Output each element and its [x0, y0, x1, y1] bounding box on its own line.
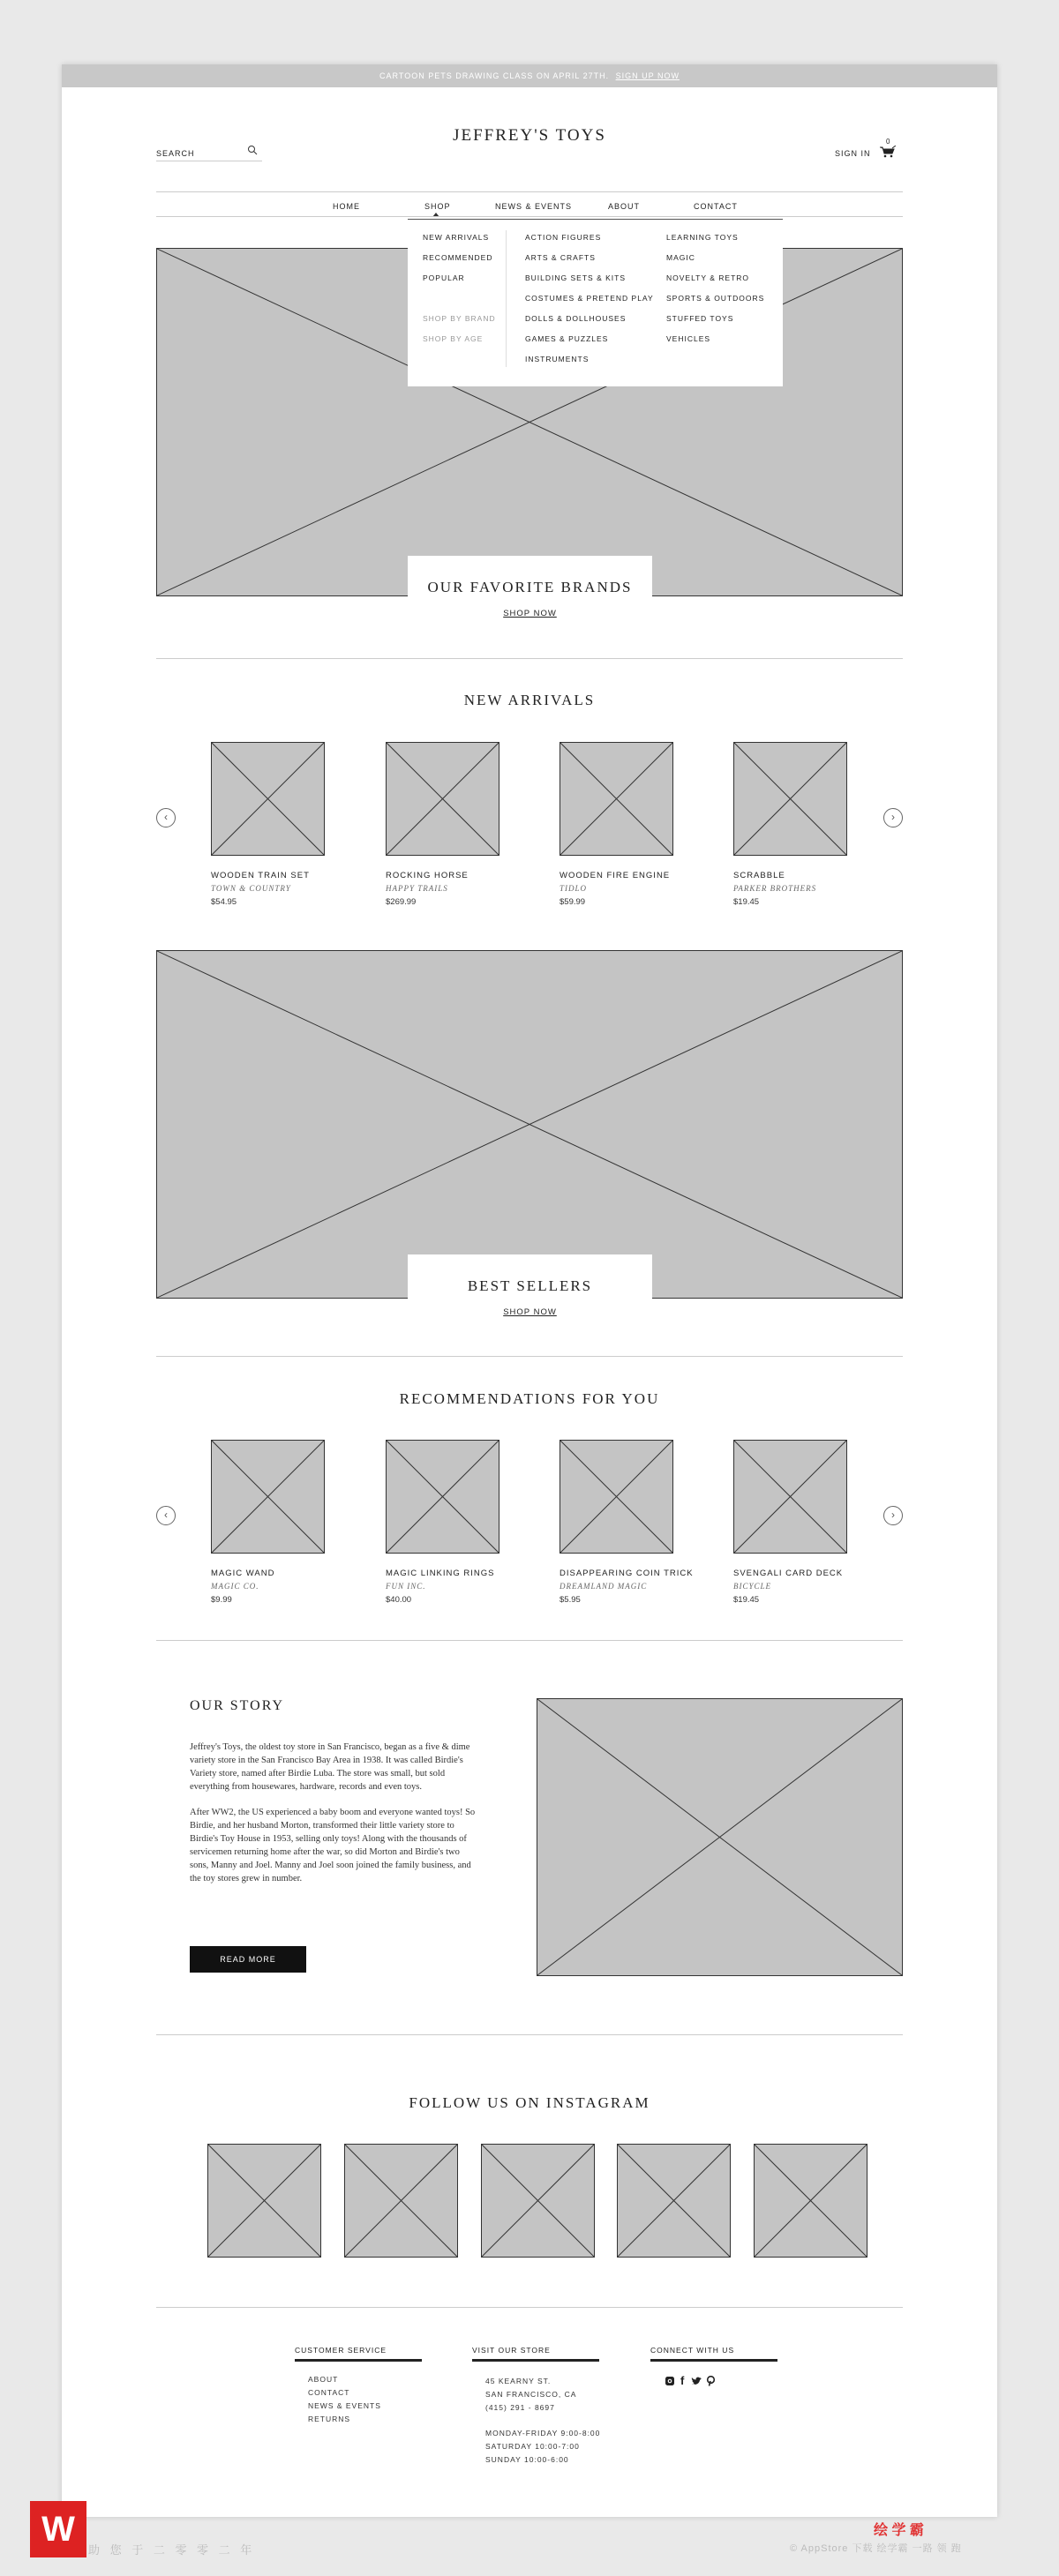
instagram-photo[interactable]	[207, 2144, 321, 2258]
dropdown-item[interactable]: COSTUMES & PRETEND PLAY	[525, 294, 654, 303]
promo-signup-link[interactable]: SIGN UP NOW	[615, 71, 680, 80]
instagram-photo[interactable]	[481, 2144, 595, 2258]
dropdown-item[interactable]: SPORTS & OUTDOORS	[666, 294, 765, 303]
divider	[156, 658, 903, 659]
footer-link-returns[interactable]: RETURNS	[308, 2415, 351, 2423]
divider	[156, 1640, 903, 1641]
dropdown-item-shop-by-age[interactable]: SHOP BY AGE	[423, 334, 484, 343]
cart-count: 0	[886, 138, 891, 146]
dropdown-item[interactable]: NEW ARRIVALS	[423, 233, 490, 242]
hero-shop-now-link[interactable]: SHOP NOW	[503, 609, 557, 618]
dropdown-item[interactable]: VEHICLES	[666, 334, 711, 343]
nav-home[interactable]: HOME	[333, 202, 360, 211]
watermark-brand: 绘 学 霸	[874, 2523, 924, 2538]
dropdown-item[interactable]: DOLLS & DOLLHOUSES	[525, 314, 627, 323]
dropdown-item[interactable]: INSTRUMENTS	[525, 355, 590, 363]
divider	[156, 191, 903, 192]
carousel-next-button[interactable]: ›	[883, 808, 903, 827]
dropdown-item[interactable]: STUFFED TOYS	[666, 314, 734, 323]
product-image[interactable]	[211, 1440, 325, 1554]
recommendations-title: RECOMMENDATIONS FOR YOU	[399, 1390, 660, 1407]
sign-in-link[interactable]: SIGN IN	[835, 149, 871, 158]
product-price: $9.99	[211, 1595, 232, 1605]
footer-customer-service-heading: CUSTOMER SERVICE	[295, 2346, 422, 2362]
product-name[interactable]: MAGIC WAND	[211, 1569, 275, 1578]
facebook-icon[interactable]: f	[680, 2374, 685, 2387]
instagram-photo[interactable]	[344, 2144, 458, 2258]
dropdown-item[interactable]: ARTS & CRAFTS	[525, 253, 596, 262]
store-hours-line: SATURDAY 10:00-7:00	[485, 2442, 580, 2451]
best-sellers-shop-now-link[interactable]: SHOP NOW	[503, 1307, 557, 1317]
search-input[interactable]	[156, 149, 262, 161]
cart-icon[interactable]	[879, 146, 897, 162]
nav-about[interactable]: ABOUT	[608, 202, 641, 211]
hero-caption	[408, 556, 652, 607]
best-sellers-title: BEST SELLERS	[467, 1277, 593, 1294]
dropdown-item[interactable]: BUILDING SETS & KITS	[525, 273, 626, 282]
footer-link-contact[interactable]: CONTACT	[308, 2388, 350, 2397]
product-brand: DREAMLAND MAGIC	[560, 1582, 648, 1591]
product-name[interactable]: MAGIC LINKING RINGS	[386, 1569, 495, 1578]
watermark-text: 助 您 于 二 零 零 二 年	[88, 2543, 256, 2557]
product-price: $40.00	[386, 1595, 412, 1605]
product-price: $19.45	[733, 1595, 760, 1605]
watermark-appstore-text: © AppStore 下载 绘学霸 一路 领 跑	[790, 2543, 962, 2554]
store-phone[interactable]: (415) 291 - 8697	[485, 2403, 555, 2412]
dropdown-item[interactable]: POPULAR	[423, 273, 465, 282]
page	[62, 64, 997, 2517]
story-paragraph: After WW2, the US experienced a baby boom and everyone wanted toys! So Birdie, and her husband Morton, transformed their little variety store to Birdie's Toy House in 1953, selling only toys! Along with the thousands of servicemen returning home after the war, so did Morton and Birdie's two sons, Manny and Joel. Manny and Joel soon joined the family business, and the toy stores grew in number.	[190, 1808, 476, 1883]
hero-title: OUR FAVORITE BRANDS	[427, 579, 633, 595]
product-brand: BICYCLE	[733, 1582, 772, 1591]
product-image[interactable]	[733, 1440, 847, 1554]
carousel-prev-button[interactable]: ‹	[156, 808, 176, 827]
footer-connect-heading: CONNECT WITH US	[650, 2346, 777, 2362]
instagram-title: FOLLOW US ON INSTAGRAM	[409, 2094, 650, 2111]
nav-contact[interactable]: CONTACT	[694, 202, 738, 211]
product-image[interactable]	[733, 742, 847, 856]
product-name[interactable]: SVENGALI CARD DECK	[733, 1569, 844, 1578]
divider	[156, 2307, 903, 2308]
footer-visit-store-heading: VISIT OUR STORE	[472, 2346, 599, 2362]
promo-bar	[62, 64, 997, 87]
dropdown-item[interactable]: GAMES & PUZZLES	[525, 334, 609, 343]
product-brand: FUN INC.	[386, 1582, 426, 1591]
dropdown-item[interactable]: NOVELTY & RETRO	[666, 273, 750, 282]
story-text	[190, 1741, 477, 1898]
product-image[interactable]	[211, 742, 325, 856]
store-hours-line: MONDAY-FRIDAY 9:00-8:00	[485, 2429, 601, 2437]
footer-link-news-events[interactable]: NEWS & EVENTS	[308, 2401, 381, 2410]
footer-link-about[interactable]: ABOUT	[308, 2375, 339, 2384]
dropdown-divider	[506, 230, 507, 367]
product-name[interactable]: DISAPPEARING COIN TRICK	[560, 1569, 694, 1578]
read-more-button[interactable]: READ MORE	[190, 1946, 306, 1973]
site-logo[interactable]: JEFFREY'S TOYS	[453, 126, 606, 145]
dropdown-item[interactable]: ACTION FIGURES	[525, 233, 602, 242]
dropdown-item[interactable]: MAGIC	[666, 253, 695, 262]
product-name[interactable]: WOODEN FIRE ENGINE	[560, 871, 671, 880]
watermark-logo: W	[30, 2501, 86, 2557]
product-name[interactable]: SCRABBLE	[733, 871, 785, 880]
store-address-line: SAN FRANCISCO, CA	[485, 2390, 577, 2399]
product-brand: HAPPY TRAILS	[386, 884, 448, 893]
product-brand: TIDLO	[560, 884, 588, 893]
nav-news-events[interactable]: NEWS & EVENTS	[495, 202, 573, 211]
product-image[interactable]	[560, 742, 673, 856]
search-icon[interactable]	[247, 144, 258, 160]
product-brand: MAGIC CO.	[211, 1582, 259, 1591]
store-address-line: 45 KEARNY ST.	[485, 2377, 552, 2385]
best-sellers-image	[156, 950, 903, 1299]
dropdown-item[interactable]: RECOMMENDED	[423, 253, 493, 262]
product-price: $19.45	[733, 897, 760, 907]
product-image[interactable]	[386, 1440, 499, 1554]
product-brand: PARKER BROTHERS	[733, 884, 817, 893]
product-image[interactable]	[560, 1440, 673, 1554]
product-price: $54.95	[211, 897, 237, 907]
pinterest-icon[interactable]	[706, 2375, 716, 2391]
twitter-icon[interactable]	[691, 2375, 702, 2391]
carousel-next-button[interactable]: ›	[883, 1506, 903, 1525]
divider	[156, 216, 903, 217]
dropdown-item-shop-by-brand[interactable]: SHOP BY BRAND	[423, 314, 496, 323]
product-image[interactable]	[386, 742, 499, 856]
shop-dropdown-menu	[408, 219, 783, 386]
story-paragraph: Jeffrey's Toys, the oldest toy store in San Francisco, began as a five & dime variety store in the San Francisco Bay Area in 1938. It was called Birdie's Variety store, named after Birdie Luba. The store was small, but sold everything from housewares, hardware, records and even toys.	[190, 1742, 470, 1792]
carousel-prev-button[interactable]: ‹	[156, 1506, 176, 1525]
product-name[interactable]: ROCKING HORSE	[386, 871, 469, 880]
story-image	[537, 1698, 903, 1976]
instagram-photo[interactable]	[617, 2144, 731, 2258]
instagram-icon[interactable]	[665, 2375, 675, 2391]
new-arrivals-title: NEW ARRIVALS	[463, 692, 596, 708]
best-sellers-caption	[408, 1254, 652, 1306]
instagram-photo[interactable]	[754, 2144, 867, 2258]
product-brand: TOWN & COUNTRY	[211, 884, 291, 893]
product-price: $59.99	[560, 897, 586, 907]
store-hours-line: SUNDAY 10:00-6:00	[485, 2455, 569, 2464]
promo-text: CARTOON PETS DRAWING CLASS ON APRIL 27TH.	[379, 71, 610, 80]
divider	[156, 2034, 903, 2035]
product-price: $5.95	[560, 1595, 581, 1605]
nav-shop[interactable]: SHOP	[424, 202, 451, 211]
product-name[interactable]: WOODEN TRAIN SET	[211, 871, 310, 880]
story-title: OUR STORY	[190, 1698, 285, 1713]
search-label: SEARCH	[156, 149, 195, 158]
product-price: $269.99	[386, 897, 417, 907]
divider	[156, 1356, 903, 1357]
dropdown-item[interactable]: LEARNING TOYS	[666, 233, 739, 242]
